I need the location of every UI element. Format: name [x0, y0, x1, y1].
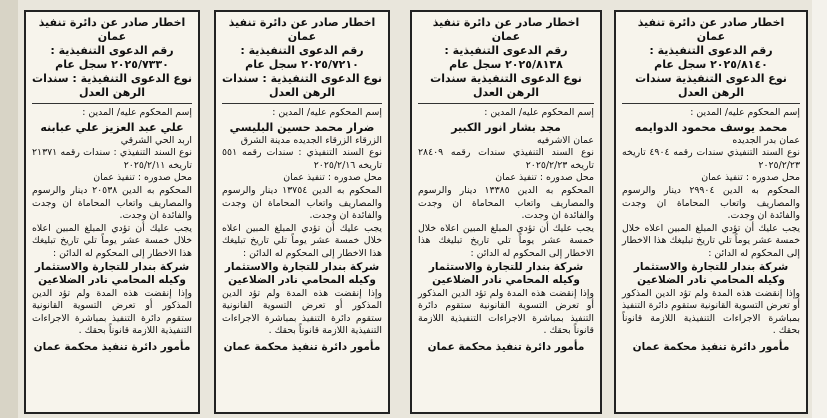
defendant-label: إسم المحكوم عليه/ المدين : [484, 107, 594, 118]
defendant-address: عمان بدر الجديده [732, 134, 800, 146]
defendant-name: مجد بشار انور الكبير [451, 120, 561, 134]
notice-footer: مأمور دائرة تنفيذ محكمة عمان [223, 340, 381, 353]
creditor-name: شركة بندار للتجارة والاستثمار [428, 260, 584, 273]
divider [418, 103, 594, 104]
notice-header: اخطار صادر عن دائرة تنفيذ عمان [38, 16, 186, 43]
payment-obligation: يجب عليك أن تؤدي المبلغ المبين اعلاه خلال خمسة عشر يوماً تلي تاريخ تبليغك هذا الاخطار إلى المحكوم له الدائن : [32, 222, 192, 259]
judgment-amount: المحكوم به الدين ٢٠٥٣٨ دينار والرسوم والمصاريف واتعاب المحاماة ان وجدت والفائدة ان وجدت. [32, 184, 192, 222]
issued-at: محل صدوره : تنفيذ عمان [93, 172, 192, 184]
notice-header: اخطار صادر عن دائرة تنفيذ عمان [432, 16, 580, 43]
creditor-agent: وكيله المحامي نادر الضلاعين [637, 274, 785, 287]
creditor-agent: وكيله المحامي نادر الضلاعين [38, 274, 186, 287]
notice-footer: مأمور دائرة تنفيذ محكمة عمان [427, 340, 585, 353]
enforcement-warning: وإذا إنقضت هذه المدة ولم تؤد الدين المذكور أو تعرض التسوية القانونية ستقوم دائرة التنفيذ بمباشرة الاجراءات التنفيذية اللازمة قانوناً بحقك . [32, 287, 192, 337]
creditor-name: شركة بندار للتجارة والاستثمار [224, 260, 380, 273]
case-number: ٢٠٢٥/٨١٣٨ سجل عام [449, 58, 563, 71]
notice-panel-3 [410, 10, 602, 414]
case-number-label: رقم الدعوى التنفيذية : [50, 44, 174, 57]
judgment-amount: المحكوم به الدين ٢٩٩٠٤ دينار والرسوم والمصاريف واتعاب المحاماة ان وجدت والفائدة ان وجدت. [622, 184, 800, 222]
case-type: نوع الدعوى التنفيذية سندات الرهن العدل [430, 72, 582, 99]
issued-at: محل صدوره : تنفيذ عمان [495, 172, 594, 184]
notice-footer: مأمور دائرة تنفيذ محكمة عمان [632, 340, 790, 353]
divider [222, 103, 382, 104]
defendant-address: عمان الاشرفيه [536, 134, 594, 146]
case-type: نوع الدعوى التنفيذية : سندات الرهن العدل [222, 72, 382, 99]
payment-obligation: يجب عليك أن تؤدي المبلغ المبين اعلاه خلال خمسة عشر يوماً تلي تاريخ تبليغك هذا الاخطار إلى المحكوم له الدائن : [222, 222, 382, 259]
enforcement-warning: وإذا إنقضت هذه المدة ولم تؤد الدين المذكور أو تعرض التسوية القانونية ستقوم دائرة التنفيذ بمباشرة الاجراءات التنفيذية اللازمة قانوناً بحقك . [418, 287, 594, 337]
deed-info: نوع السند التنفيذي : سندات رقمه ٢١٣٧١ تاريخه ٢٠٢٥/٢/١١ [32, 147, 192, 171]
defendant-label: إسم المحكوم عليه/ المدين : [82, 107, 192, 118]
notice-panel-4 [614, 10, 808, 414]
defendant-name: محمد يوسف محمود الدوايمه [634, 120, 788, 134]
enforcement-warning: وإذا إنقضت هذه المدة ولم تؤد الدين المذكور أو تعرض التسوية القانونية ستقوم دائرة التنفيذ بمباشرة الاجراءات التنفيذية اللازمة قانوناً بحقك . [622, 287, 800, 337]
defendant-label: إسم المحكوم عليه/ المدين : [272, 107, 382, 118]
creditor-agent: وكيله المحامي نادر الضلاعين [432, 274, 580, 287]
notice-panel-2 [214, 10, 390, 414]
left-margin-strip [0, 0, 18, 418]
defendant-address: اربد الحي الشرقي [120, 134, 192, 146]
payment-obligation: يجب عليك أن تؤدي المبلغ المبين اعلاه خلال خمسة عشر يوماً تلي تاريخ تبليغك هذا الاخطار إلى المحكوم له الدائن : [418, 222, 594, 259]
notice-footer: مأمور دائرة تنفيذ محكمة عمان [33, 340, 191, 353]
case-number: ٢٠٢٥/٧٣٣٠ سجل عام [55, 58, 169, 71]
issued-at: محل صدوره : تنفيذ عمان [283, 172, 382, 184]
issued-at: محل صدوره : تنفيذ عمان [701, 172, 800, 184]
notice-panel-1 [24, 10, 200, 414]
case-type: نوع الدعوى التنفيذية سندات الرهن العدل [635, 72, 787, 99]
divider [32, 103, 192, 104]
defendant-name: ضرار محمد حسين البليسي [229, 120, 375, 134]
payment-obligation: يجب عليك أن تؤدي المبلغ المبين اعلاه خلال خمسة عشر يوماً تلي تاريخ تبليغك هذا الاخطار إلى المحكوم له الدائن : [622, 222, 800, 259]
divider [622, 103, 800, 104]
creditor-name: شركة بندار للتجارة والاستثمار [633, 260, 789, 273]
case-number-label: رقم الدعوى التنفيذية : [649, 44, 773, 57]
judgment-amount: المحكوم به الدين ١٣٣٨٥ دينار والرسوم والمصاريف واتعاب المحاماة ان وجدت والفائدة ان وجدت. [418, 184, 594, 222]
notice-header: اخطار صادر عن دائرة تنفيذ عمان [228, 16, 376, 43]
judgment-amount: المحكوم به الدين ١٣٧٥٤ دينار والرسوم والمصاريف واتعاب المحاماة ان وجدت والفائدة ان وجدت. [222, 184, 382, 222]
defendant-name: علي عبد العزيز علي عبابنه [40, 120, 184, 134]
case-number-label: رقم الدعوى التنفيذية : [240, 44, 364, 57]
case-number-label: رقم الدعوى التنفيذية : [444, 44, 568, 57]
defendant-label: إسم المحكوم عليه/ المدين : [690, 107, 800, 118]
creditor-name: شركة بندار للتجارة والاستثمار [34, 260, 190, 273]
deed-info: نوع السند التنفيذي سندات رقمه ٤٩٠٤ تاريخه ٢٠٢٥/٢/٢٣ [622, 147, 800, 171]
deed-info: نوع السند التنفيذي : سندات رقمه ٥٥١ تاريخه ٢٠٢٥/٢/١٦ [222, 147, 382, 171]
right-margin-strip [812, 0, 827, 418]
enforcement-warning: وإذا إنقضت هذه المدة ولم تؤد الدين المذكور أو تعرض التسوية القانونية ستقوم دائرة التنفيذ بمباشرة الاجراءات التنفيذية اللازمة قانوناً بحقك . [222, 287, 382, 337]
deed-info: نوع السند التنفيذي سندات رقمه ٢٨٤٠٩ تاريخه ٢٠٢٥/٢/٢٣ [418, 147, 594, 171]
defendant-address: الزرقاء الزرقاء الجديده مدينة الشرق [240, 134, 382, 146]
case-number: ٢٠٢٥/٧٢١٠ سجل عام [245, 58, 359, 71]
creditor-agent: وكيله المحامي نادر الضلاعين [228, 274, 376, 287]
case-number: ٢٠٢٥/٨١٤٠ سجل عام [654, 58, 768, 71]
notice-header: اخطار صادر عن دائرة تنفيذ عمان [637, 16, 785, 43]
case-type: نوع الدعوى التنفيذية : سندات الرهن العدل [32, 72, 192, 99]
